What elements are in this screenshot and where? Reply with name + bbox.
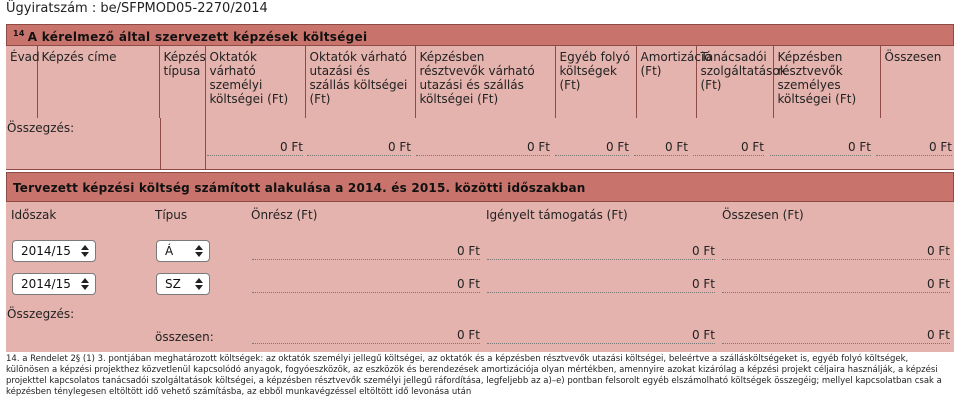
sum-instructor-travel: 0 Ft (307, 141, 411, 156)
total-own-contribution: 0 Ft (252, 329, 480, 344)
sum-total: 0 Ft (876, 141, 952, 156)
cost-table (6, 46, 954, 118)
section-number: 14 (13, 29, 25, 38)
sum-other-current: 0 Ft (555, 141, 629, 156)
own-contribution-value: 0 Ft (252, 278, 480, 293)
requested-support-value: 0 Ft (487, 278, 715, 293)
cost-summary-label: Összegzés: (7, 121, 75, 135)
col-header-period: Időszak (11, 208, 57, 222)
col-header-title: Képzés címe (37, 46, 159, 118)
col-header-other-current: Egyéb folyó költségek (Ft) (555, 46, 636, 118)
sum-participant-personal: 0 Ft (770, 141, 871, 156)
col-header-instructor-travel: Oktatók várható utazási és szállás költségei (Ft) (305, 46, 415, 118)
planned-summary-label: Összegzés: (7, 307, 75, 321)
col-header-consulting: Tanácsadói szolgáltatások (Ft) (696, 46, 773, 118)
col-header-total-ft: Összesen (Ft) (722, 208, 804, 222)
row-total-value: 0 Ft (722, 278, 950, 293)
period-select[interactable] (12, 240, 96, 262)
col-header-own-contribution: Önrész (Ft) (251, 208, 318, 222)
col-header-requested-support: Igényelt támogatás (Ft) (486, 208, 628, 222)
type-select-value: Á (165, 244, 174, 258)
summary-divider (160, 118, 161, 170)
col-header-kind: Típus (155, 208, 188, 222)
own-contribution-value: 0 Ft (252, 245, 480, 260)
section2-title: Tervezett képzési költség számított alakulása a 2014. és 2015. közötti időszakban (13, 181, 586, 195)
up-down-arrows-icon (79, 243, 91, 259)
period-select-value: 2014/15 (21, 277, 71, 291)
type-select-value: SZ (165, 277, 181, 291)
footnote: 14. a Rendelet 2§ (1) 3. pontjában meghatározott költségek: az oktatók személyi jellegű költségei, az oktatók és a képzésben résztvevők utazási költségei, beleértve a szállásköltségeket is, egyéb folyó költségek, különösen a képzési projekthez közvetlenül kapcsolódó anyagok, fogyóeszközök, az eszközök és berendezések amortizációja olyan mértékben, amennyire azokat kizárólag a képzési projekt céljaira használják, a képzési projekttel kapcsolatos tanácsadói szolgáltatások költségei, a képzésben résztvevők személyi jellegű ráfordítása, legfeljebb az a)–e) pontban felsorolt egyéb elszámolható költségek összegéig; mellyel kapcsolatban csak a képzésben ténylegesen eltöltött idő vehető számításba, az ebből munkavégzéssel eltöltött idő levonása után (6, 354, 942, 397)
col-header-type: Képzés típusa (159, 46, 205, 118)
col-header-season: Évad (6, 46, 37, 118)
planned-total-label: összesen: (155, 330, 214, 344)
type-select[interactable] (156, 240, 210, 262)
row-total-value: 0 Ft (722, 245, 950, 260)
period-select-value: 2014/15 (21, 244, 71, 258)
col-header-instructor-personal: Oktatók várható személyi költségei (Ft) (205, 46, 305, 118)
type-select[interactable] (156, 273, 210, 295)
col-header-participant-personal: Képzésben résztvevők személyes költségei (Ft) (773, 46, 880, 118)
col-header-amortization: Amortizáció (Ft) (636, 46, 696, 118)
up-down-arrows-icon (193, 243, 205, 259)
section-header-costs (6, 24, 954, 46)
total-requested-support: 0 Ft (487, 329, 715, 344)
summary-divider (205, 118, 206, 170)
up-down-arrows-icon (193, 276, 205, 292)
sum-participant-travel: 0 Ft (416, 141, 550, 156)
document-id: Ügyiratszám : be/SFPMOD05-2270/2014 (6, 1, 268, 16)
up-down-arrows-icon (79, 276, 91, 292)
sum-consulting: 0 Ft (693, 141, 764, 156)
section-title: A kérelmező által szervezett képzések költségei (27, 30, 368, 44)
requested-support-value: 0 Ft (487, 245, 715, 260)
sum-amortization: 0 Ft (634, 141, 688, 156)
grand-total: 0 Ft (722, 329, 950, 344)
section-header-planned-costs (6, 172, 954, 202)
col-header-participant-travel: Képzésben résztvevők várható utazási és szállás költségei (Ft) (415, 46, 555, 118)
sum-instructor-personal: 0 Ft (207, 141, 303, 156)
col-header-total: Összesen (884, 50, 942, 64)
period-select[interactable] (12, 273, 96, 295)
